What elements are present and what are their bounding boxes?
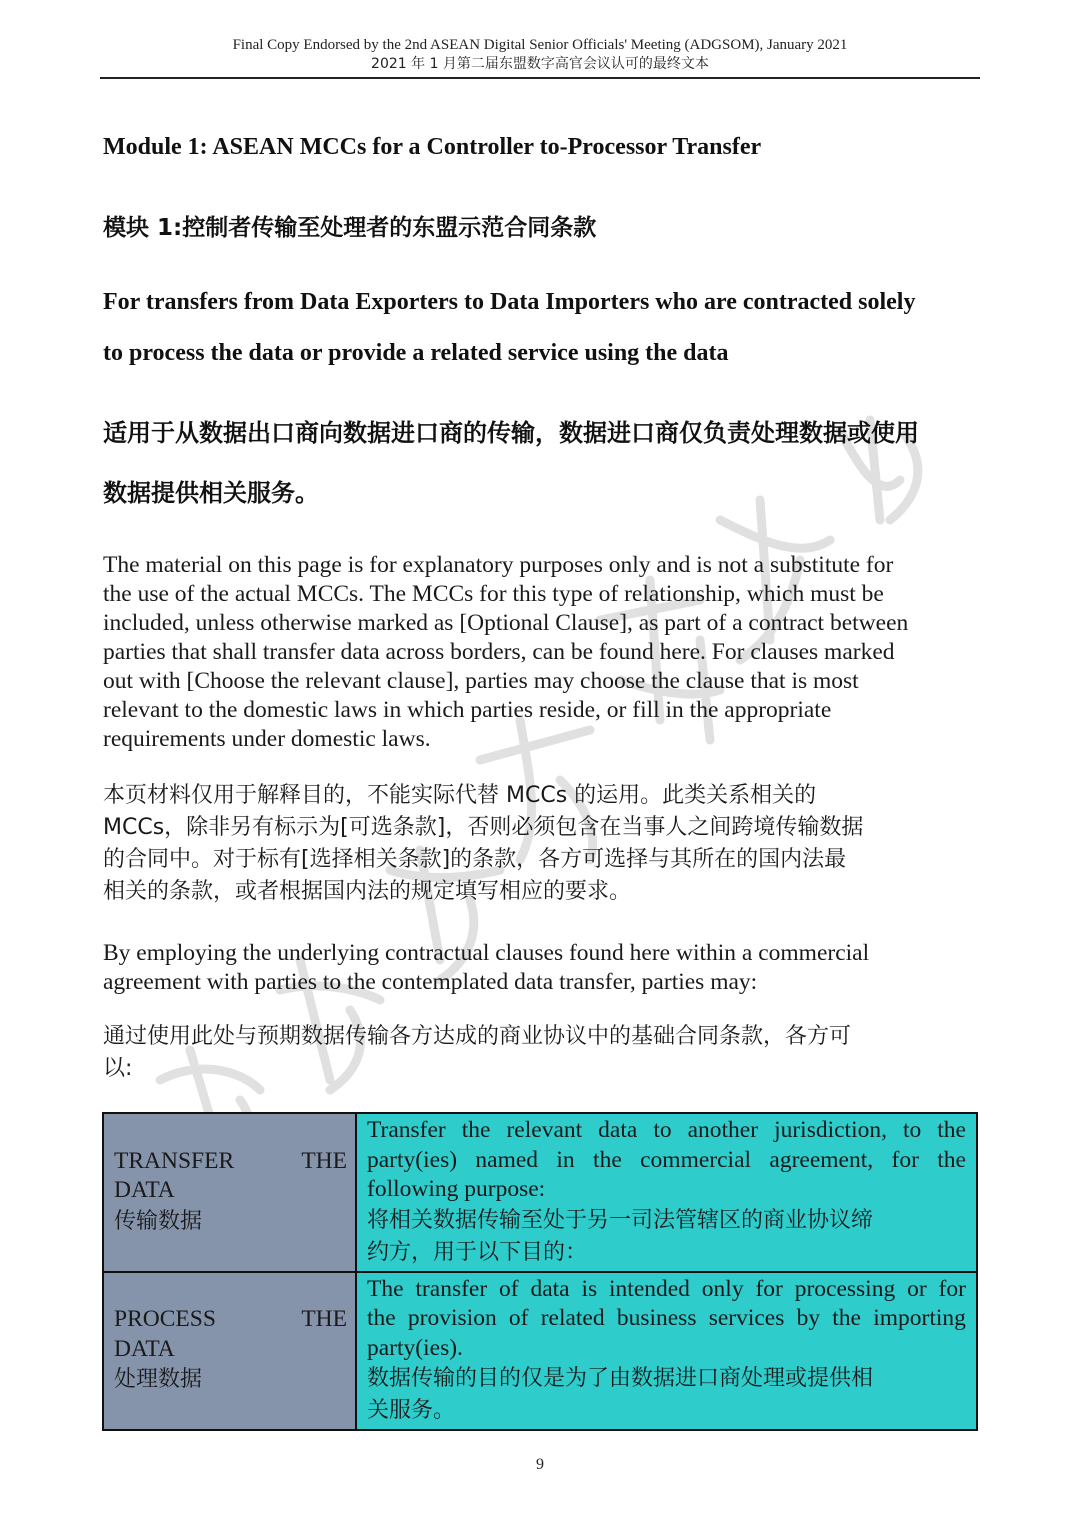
intro-en-line: out with [Choose the relevant clause], parties may choose the clause that is most [103, 668, 859, 694]
word: named [475, 1146, 539, 1173]
desc-en-line [367, 1146, 966, 1176]
word: services [708, 1305, 785, 1331]
word: in [556, 1146, 575, 1173]
employ-cn-line: 以: [103, 1056, 133, 1081]
row-description-transfer [356, 1113, 977, 1272]
desc-en-line: party(ies). [367, 1334, 463, 1361]
page-number: 9 [536, 1456, 544, 1473]
intro-cn-line: 相关的条款，或者根据国内法的规定填写相应的要求。 [103, 879, 632, 904]
word: business [616, 1305, 697, 1331]
desc-en-line: following purpose: [367, 1176, 546, 1202]
table-row [103, 1272, 977, 1431]
intro-en-line: requirements under domestic laws. [103, 726, 431, 752]
intro-paragraph-en [103, 551, 983, 754]
header-line-en: Final Copy Endorsed by the 2nd ASEAN Digital Senior Officials' Meeting (ADGSOM), January 2021 [232, 37, 848, 53]
module-title-cn: 模块 1:控制者传输至处理者的东盟示范合同条款 [103, 215, 597, 241]
intro-cn-line: 本页材料仅用于解释目的，不能实际代替 MCCs 的运用。此类关系相关的 [103, 783, 817, 808]
word: transfer [415, 1275, 488, 1302]
label-en-line [114, 1305, 347, 1335]
intro-cn-line: 的合同中。对于标有[选择相关条款]的条款，各方可选择与其所在的国内法最 [103, 847, 847, 872]
row-label-transfer [103, 1113, 356, 1272]
word: provision [407, 1305, 497, 1331]
word: for [755, 1275, 783, 1302]
header-line-cn: 2021 年 1 月第二届东盟数字高官会议认可的最终文本 [371, 56, 709, 72]
word: commercial [640, 1146, 752, 1173]
intro-en-line: parties that shall transfer data across borders, can be found here. For clauses marked [103, 639, 895, 665]
word: is [581, 1275, 598, 1302]
word: for [891, 1146, 919, 1173]
word: by [796, 1305, 821, 1331]
word: for [938, 1275, 966, 1302]
word: or [907, 1275, 927, 1302]
intro-cn-line: MCCs，除非另有标示为[可选条款]，否则必须包含在当事人之间跨境传输数据 [103, 815, 864, 840]
row-description-process [356, 1272, 977, 1431]
word: processing [794, 1275, 896, 1302]
scope-cn-line-2: 数据提供相关服务。 [103, 479, 319, 507]
word: data [598, 1117, 638, 1143]
intro-paragraph-cn [103, 780, 983, 908]
scope-en-line-2: to process the data or provide a related service using the data [103, 340, 729, 366]
desc-cn-line: 将相关数据传输至处于另一司法管辖区的商业协议缔 [367, 1207, 874, 1233]
desc-en-line [367, 1275, 966, 1305]
word: party(ies) [367, 1146, 458, 1173]
label-word: THE [301, 1147, 347, 1174]
word: jurisdiction, [774, 1117, 887, 1143]
label-en-line [114, 1147, 347, 1177]
desc-en-line [367, 1116, 966, 1146]
row-label-process [103, 1272, 356, 1431]
word: intended [609, 1275, 690, 1302]
word: the [937, 1117, 966, 1143]
employ-en-line: By employing the underlying contractual clauses found here within a commercial [103, 940, 870, 966]
word: data [530, 1275, 570, 1302]
word: agreement, [769, 1146, 874, 1173]
header-divider [100, 77, 980, 79]
employ-en-line: agreement with parties to the contemplated data transfer, parties may: [103, 969, 758, 995]
desc-cn-line: 数据传输的目的仅是为了由数据进口商处理或提供相 [367, 1366, 874, 1391]
employ-cn-line: 通过使用此处与预期数据传输各方达成的商业协议中的基础合同条款，各方可 [103, 1024, 852, 1049]
desc-cn [367, 1363, 966, 1427]
word: The [367, 1275, 404, 1302]
word: related [540, 1305, 605, 1331]
word: relevant [506, 1117, 583, 1143]
label-word: PROCESS [114, 1306, 216, 1333]
desc-cn [367, 1205, 966, 1269]
desc-cn-line: 关服务。 [367, 1398, 456, 1423]
word: another [687, 1117, 759, 1143]
employ-paragraph-cn [103, 1021, 983, 1085]
module-title-en: Module 1: ASEAN MCCs for a Controller to-Processor Transfer [103, 134, 762, 160]
purpose-table [102, 1112, 978, 1431]
page-header [100, 36, 980, 74]
word: to [653, 1117, 672, 1143]
word: to [902, 1117, 922, 1143]
word: the [832, 1305, 861, 1331]
employ-paragraph-en [103, 939, 983, 997]
word: of [508, 1305, 529, 1331]
intro-en-line: included, unless otherwise marked as [Optional Clause], as part of a contract between [103, 610, 909, 636]
word: importing [873, 1305, 966, 1331]
label-en-line: DATA [114, 1177, 175, 1204]
table-row [103, 1113, 977, 1272]
word: of [499, 1275, 519, 1302]
label-cn: 传输数据 [114, 1208, 203, 1234]
label-word: THE [301, 1306, 347, 1333]
word: the [461, 1117, 491, 1143]
intro-en-line: relevant to the domestic laws in which parties reside, or fill in the appropriate [103, 697, 832, 723]
label-word: TRANSFER [114, 1147, 235, 1174]
word: Transfer [367, 1117, 446, 1143]
word: the [937, 1146, 966, 1173]
intro-en-line: The material on this page is for explanatory purposes only and is not a substitute for [103, 552, 894, 578]
word: only [701, 1275, 744, 1302]
label-en-line: DATA [114, 1335, 175, 1362]
desc-en-line [367, 1304, 966, 1334]
scope-en-line-1: For transfers from Data Exporters to Data Importers who are contracted solely [103, 289, 916, 315]
label-cn: 处理数据 [114, 1367, 203, 1393]
intro-en-line: the use of the actual MCCs. The MCCs for this type of relationship, which must be [103, 581, 884, 607]
word: the [367, 1305, 396, 1331]
word: the [593, 1146, 622, 1173]
desc-cn-line: 约方，用于以下目的： [367, 1239, 588, 1265]
scope-cn-line-1: 适用于从数据出口商向数据进口商的传输，数据进口商仅负责处理数据或使用 [103, 419, 919, 447]
